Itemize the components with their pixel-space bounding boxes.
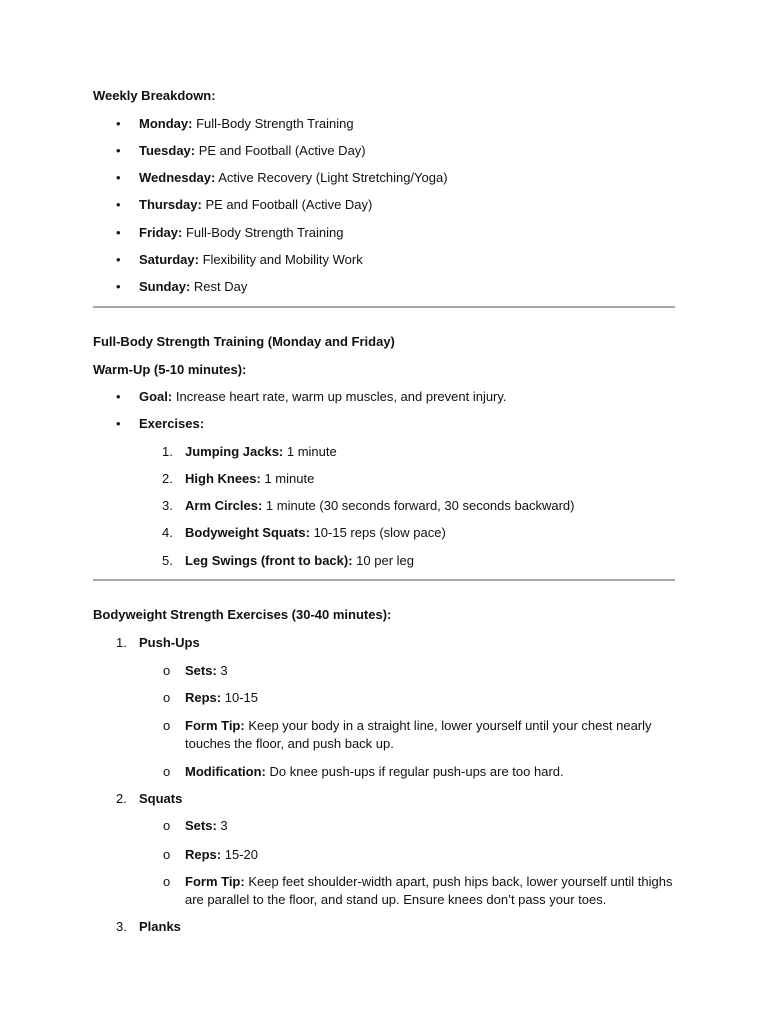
exercises-label: Exercises: [139,416,205,431]
list-number: 4. [162,525,173,540]
pushups-title: Push-Ups [139,635,200,650]
horizontal-divider [93,306,675,308]
bullet-icon: • [116,116,121,131]
horizontal-divider [93,579,675,581]
sets-label: Sets: [185,663,217,678]
day-label: Saturday: [139,252,199,267]
list-item [185,552,414,570]
list-number: 3. [162,498,173,513]
strength-heading: Full-Body Strength Training (Monday and Friday) [93,334,395,349]
exercise-name: Jumping Jacks: [185,444,284,459]
tip-text: Keep your body in a straight line, lower yourself until your chest nearly touches the floor, and push back up. [185,718,652,751]
sets-label: Sets: [185,818,217,833]
squats-form-tip [185,873,685,909]
exercise-name: High Knees: [185,471,261,486]
day-label: Wednesday: [139,170,216,185]
bullet-icon: • [116,252,121,267]
pushups-reps [185,689,258,707]
circle-bullet-icon: o [163,847,171,862]
day-label: Monday: [139,116,193,131]
exercise-name: Bodyweight Squats: [185,525,310,540]
list-number: 1. [116,635,127,650]
day-activity: Full-Body Strength Training [182,225,344,240]
tip-label: Form Tip: [185,718,245,733]
warmup-heading: Warm-Up (5-10 minutes): [93,362,247,377]
warmup-goal [139,388,507,406]
tip-label: Form Tip: [185,874,245,889]
exercise-detail: 10-15 reps (slow pace) [309,525,446,540]
day-label: Sunday: [139,279,191,294]
list-number: 2. [116,791,127,806]
bullet-icon: • [116,389,121,404]
circle-bullet-icon: o [163,690,171,705]
modification-label: Modification: [185,764,266,779]
circle-bullet-icon: o [163,663,171,678]
reps-label: Reps: [185,690,222,705]
circle-bullet-icon: o [163,718,171,733]
day-activity: Flexibility and Mobility Work [198,252,363,267]
day-label: Tuesday: [139,143,196,158]
list-item [185,497,574,515]
day-activity: Full-Body Strength Training [192,116,354,131]
goal-text: Increase heart rate, warm up muscles, and prevent injury. [172,389,507,404]
day-activity: PE and Football (Active Day) [195,143,366,158]
list-item [185,524,446,542]
exercise-name: Arm Circles: [185,498,263,513]
exercise-detail: 1 minute [283,444,337,459]
exercise-name: Leg Swings (front to back): [185,553,353,568]
squats-reps [185,846,258,864]
pushups-sets [185,662,228,680]
bullet-icon: • [116,279,121,294]
list-number: 5. [162,553,173,568]
tip-text: Keep feet shoulder-width apart, push hips back, lower yourself until thighs are parallel to the floor, and stand up. Ensure knees don’t pass your toes. [185,874,673,907]
day-label: Thursday: [139,197,202,212]
bullet-icon: • [116,143,121,158]
list-item [185,470,314,488]
modification-text: Do knee push-ups if regular push-ups are too hard. [265,764,564,779]
reps-value: 15-20 [221,847,258,862]
reps-label: Reps: [185,847,222,862]
exercise-detail: 10 per leg [352,553,414,568]
exercise-detail: 1 minute [260,471,315,486]
bodyweight-heading: Bodyweight Strength Exercises (30-40 minutes): [93,607,392,622]
planks-title: Planks [139,919,181,934]
day-activity: Rest Day [190,279,248,294]
sets-value: 3 [216,818,228,833]
pushups-form-tip [185,717,685,753]
bullet-icon: • [116,225,121,240]
day-activity: Active Recovery (Light Stretching/Yoga) [215,170,448,185]
list-item [185,443,337,461]
circle-bullet-icon: o [163,874,171,889]
circle-bullet-icon: o [163,764,171,779]
goal-label: Goal: [139,389,173,404]
bullet-icon: • [116,170,121,185]
bullet-icon: • [116,416,121,431]
day-label: Friday: [139,225,183,240]
sets-value: 3 [216,663,228,678]
exercise-detail: 1 minute (30 seconds forward, 30 seconds backward) [262,498,575,513]
weekly-heading: Weekly Breakdown: [93,88,216,103]
squats-sets [185,817,228,835]
list-number: 3. [116,919,127,934]
pushups-modification [185,763,564,781]
squats-title: Squats [139,791,183,806]
circle-bullet-icon: o [163,818,171,833]
reps-value: 10-15 [221,690,258,705]
day-activity: PE and Football (Active Day) [201,197,373,212]
list-number: 1. [162,444,173,459]
bullet-icon: • [116,197,121,212]
list-number: 2. [162,471,173,486]
